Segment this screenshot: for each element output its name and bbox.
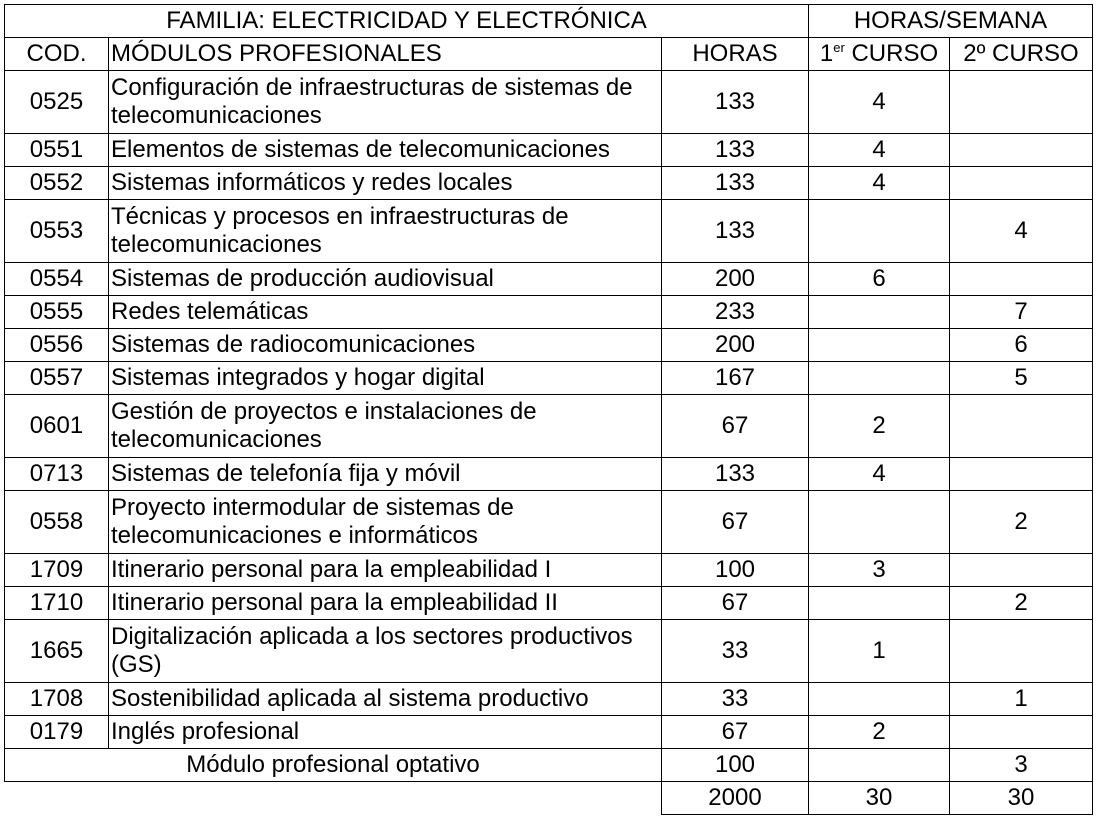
module-hours: 133 <box>662 200 809 263</box>
module-hours: 133 <box>662 71 809 134</box>
module-code: 1709 <box>5 554 109 587</box>
module-first-course: 3 <box>809 554 950 587</box>
col-second-course-header: 2º CURSO <box>950 38 1093 71</box>
module-second-course: 7 <box>950 296 1093 329</box>
module-code: 0551 <box>5 134 109 167</box>
module-name: Sistemas informáticos y redes locales <box>109 167 662 200</box>
module-name: Sistemas de radiocomunicaciones <box>109 329 662 362</box>
module-second-course <box>950 263 1093 296</box>
module-name: Sistemas integrados y hogar digital <box>109 362 662 395</box>
col-first-course-header <box>809 38 950 71</box>
module-name: Itinerario personal para la empleabilidad I <box>109 554 662 587</box>
module-second-course: 4 <box>950 200 1093 263</box>
table-row <box>5 716 1093 749</box>
module-name: Itinerario personal para la empleabilidad II <box>109 587 662 620</box>
family-title: FAMILIA: ELECTRICIDAD Y ELECTRÓNICA <box>5 5 809 38</box>
module-first-course <box>809 296 950 329</box>
table-row <box>5 329 1093 362</box>
module-second-course <box>950 71 1093 134</box>
totals-spacer <box>5 782 662 815</box>
module-name: Sistemas de telefonía fija y móvil <box>109 458 662 491</box>
module-name: Sostenibilidad aplicada al sistema productivo <box>109 683 662 716</box>
module-hours: 133 <box>662 167 809 200</box>
module-first-course: 4 <box>809 167 950 200</box>
totals-hours: 2000 <box>662 782 809 815</box>
table-row <box>5 491 1093 554</box>
module-hours: 33 <box>662 683 809 716</box>
module-name: Redes telemáticas <box>109 296 662 329</box>
module-code: 0557 <box>5 362 109 395</box>
module-code: 0558 <box>5 491 109 554</box>
header-row-columns <box>5 38 1093 71</box>
table-row <box>5 587 1093 620</box>
module-code: 0525 <box>5 71 109 134</box>
table-row <box>5 554 1093 587</box>
module-code: 0555 <box>5 296 109 329</box>
module-first-course: 4 <box>809 458 950 491</box>
module-first-course: 4 <box>809 71 950 134</box>
hours-week-title: HORAS/SEMANA <box>809 5 1093 38</box>
module-code: 1665 <box>5 620 109 683</box>
first-course-number: 1 <box>819 40 834 67</box>
optional-label: Módulo profesional optativo <box>5 749 662 782</box>
module-code: 0553 <box>5 200 109 263</box>
table-row <box>5 683 1093 716</box>
module-first-course <box>809 200 950 263</box>
module-code: 0556 <box>5 329 109 362</box>
module-name: Proyecto intermodular de sistemas de telecomunicaciones e informáticos <box>109 491 662 554</box>
totals-second-course: 30 <box>950 782 1093 815</box>
module-second-course: 2 <box>950 587 1093 620</box>
table-row <box>5 200 1093 263</box>
optional-second-course: 3 <box>950 749 1093 782</box>
table-row <box>5 71 1093 134</box>
module-hours: 133 <box>662 134 809 167</box>
table-row <box>5 263 1093 296</box>
module-first-course <box>809 683 950 716</box>
module-hours: 167 <box>662 362 809 395</box>
module-hours: 67 <box>662 491 809 554</box>
module-first-course <box>809 587 950 620</box>
optional-hours: 100 <box>662 749 809 782</box>
module-second-course <box>950 554 1093 587</box>
optional-row <box>5 749 1093 782</box>
module-second-course <box>950 458 1093 491</box>
module-name: Técnicas y procesos en infraestructuras de telecomunicaciones <box>109 200 662 263</box>
module-name: Configuración de infraestructuras de sistemas de telecomunicaciones <box>109 71 662 134</box>
module-second-course <box>950 620 1093 683</box>
module-code: 1710 <box>5 587 109 620</box>
module-first-course <box>809 362 950 395</box>
table-row <box>5 458 1093 491</box>
module-second-course: 2 <box>950 491 1093 554</box>
module-hours: 200 <box>662 329 809 362</box>
col-hours-header: HORAS <box>662 38 809 71</box>
module-name: Gestión de proyectos e instalaciones de telecomunicaciones <box>109 395 662 458</box>
module-hours: 67 <box>662 587 809 620</box>
table-row <box>5 620 1093 683</box>
module-name: Elementos de sistemas de telecomunicaciones <box>109 134 662 167</box>
table-row <box>5 134 1093 167</box>
table-row <box>5 362 1093 395</box>
totals-row <box>5 782 1093 815</box>
module-code: 0554 <box>5 263 109 296</box>
module-first-course <box>809 491 950 554</box>
table-row <box>5 167 1093 200</box>
module-name: Inglés profesional <box>109 716 662 749</box>
module-hours: 67 <box>662 716 809 749</box>
module-name: Digitalización aplicada a los sectores productivos (GS) <box>109 620 662 683</box>
module-first-course: 1 <box>809 620 950 683</box>
module-hours: 33 <box>662 620 809 683</box>
module-second-course: 6 <box>950 329 1093 362</box>
module-code: 1708 <box>5 683 109 716</box>
table-row <box>5 395 1093 458</box>
header-row-family <box>5 5 1093 38</box>
module-code: 0552 <box>5 167 109 200</box>
module-code: 0179 <box>5 716 109 749</box>
curriculum-table <box>4 4 1093 815</box>
col-code-header: COD. <box>5 38 109 71</box>
module-first-course: 2 <box>809 716 950 749</box>
module-second-course <box>950 167 1093 200</box>
module-first-course: 6 <box>809 263 950 296</box>
first-course-ordinal: er <box>833 40 845 55</box>
module-first-course <box>809 329 950 362</box>
module-name: Sistemas de producción audiovisual <box>109 263 662 296</box>
module-hours: 67 <box>662 395 809 458</box>
optional-first-course <box>809 749 950 782</box>
module-hours: 100 <box>662 554 809 587</box>
module-second-course: 1 <box>950 683 1093 716</box>
first-course-label: CURSO <box>844 40 939 67</box>
module-code: 0601 <box>5 395 109 458</box>
module-code: 0713 <box>5 458 109 491</box>
module-hours: 133 <box>662 458 809 491</box>
module-hours: 200 <box>662 263 809 296</box>
table-row <box>5 296 1093 329</box>
totals-first-course: 30 <box>809 782 950 815</box>
module-second-course <box>950 134 1093 167</box>
module-second-course <box>950 395 1093 458</box>
module-first-course: 2 <box>809 395 950 458</box>
module-second-course: 5 <box>950 362 1093 395</box>
col-modules-header: MÓDULOS PROFESIONALES <box>109 38 662 71</box>
module-second-course <box>950 716 1093 749</box>
module-hours: 233 <box>662 296 809 329</box>
module-first-course: 4 <box>809 134 950 167</box>
